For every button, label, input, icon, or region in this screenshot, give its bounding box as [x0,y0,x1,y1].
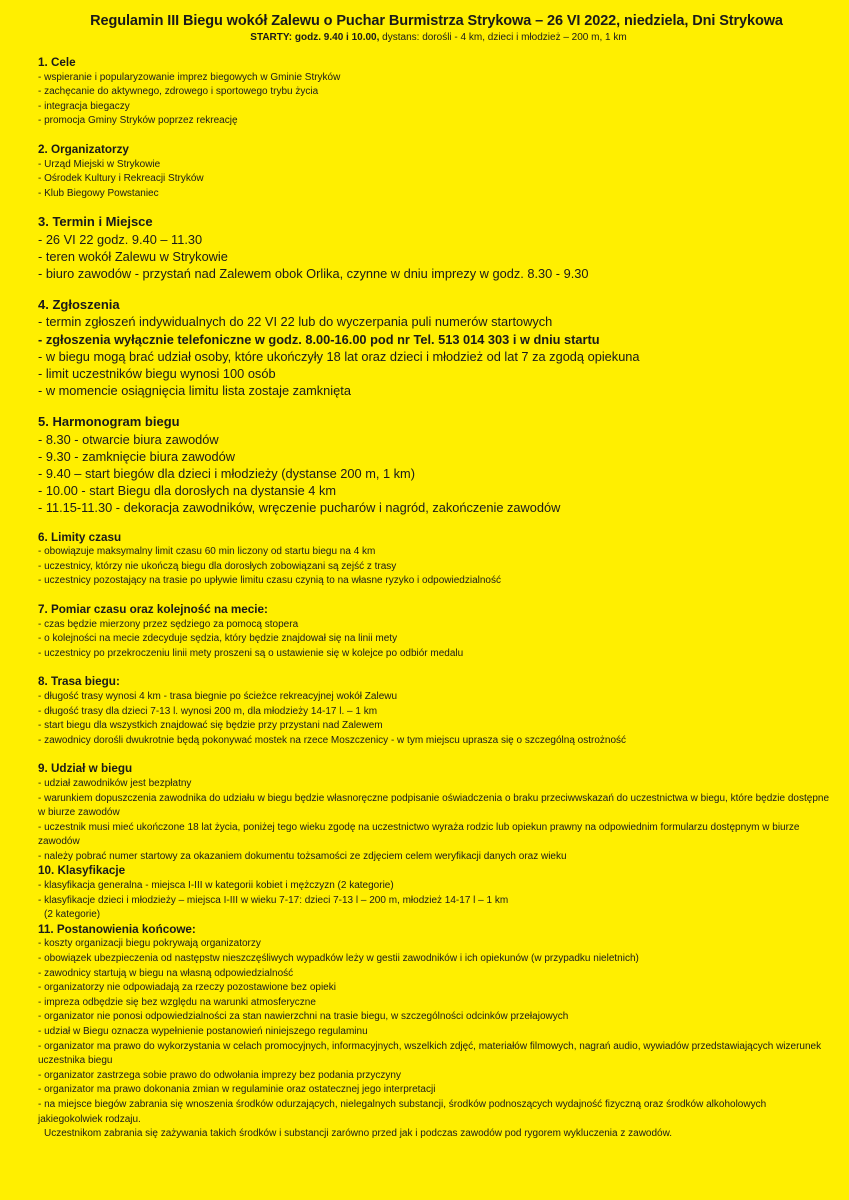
section-heading: 7. Pomiar czasu oraz kolejność na mecie: [38,602,268,616]
list-item: (2 kategorie) [44,909,101,921]
list-item: - organizator ma prawo dokonania zmian w regulaminie oraz ostatecznej jego interpretacji [38,1084,436,1096]
list-item: - uczestnicy pozostający na trasie po upływie limitu czasu czynią to na własne ryzyko i odpowiedzialność [38,575,501,587]
list-item: - uczestnik musi mieć ukończone 18 lat życia, poniżej tego wieku zgodę na uczestnictwo wyraża rodzic lub opiekun prawny na odpowiednim formularzu dostępnym w biurze zawodów [38,821,800,848]
section-heading: 6. Limity czasu [38,530,122,544]
section-organizers [38,143,829,201]
list-item: - Klub Biegowy Powstaniec [38,187,159,199]
list-item: - biuro zawodów - przystań nad Zalewem obok Orlika, czynne w dniu imprezy w godz. 8.30 - 9.30 [38,265,589,281]
section-heading: 2. Organizatorzy [38,142,129,156]
list-item: - warunkiem dopuszczenia zawodnika do udziału w biegu będzie własnoręczne podpisanie oświadczenia o braku przeciwwskazań do uczestnictwa w biegu, które będzie dostępne w biurze zawodów [38,792,830,819]
list-item: - start biegu dla wszystkich znajdować się będzie przy przystani nad Zalewem [38,720,383,732]
section-heading: 9. Udział w biegu [38,762,133,776]
list-item: - obowiązek ubezpieczenia od następstw nieszczęśliwych wypadków leży w gestii zawodników i ich opiekunów (w przypadku nieletnich) [38,953,639,965]
section-heading: 5. Harmonogram biegu [38,414,180,430]
list-item: - uczestnicy, którzy nie ukończą biegu dla dorosłych zobowiązani są zejść z trasy [38,560,397,572]
list-item: - termin zgłoszeń indywidualnych do 22 VI 22 lub do wyczerpania puli numerów startowych [38,314,553,330]
starts-label: STARTY: godz. 9.40 i 10.00, [250,32,380,43]
section-heading: 3. Termin i Miejsce [38,214,153,230]
list-item: - uczestnicy po przekroczeniu linii mety proszeni są o ustawienie się w kolejce po odbiór medalu [38,647,464,659]
list-item: - należy pobrać numer startowy za okazaniem dokumentu tożsamości ze zdjęciem celem weryfikacji danych oraz wieku [38,850,567,862]
list-item: - w biegu mogą brać udział osoby, które ukończyły 18 lat oraz dzieci i młodzież od lat 7 za zgodą opiekuna [38,348,640,364]
list-item: - 9.30 - zamknięcie biura zawodów [38,448,236,464]
section-heading: 11. Postanowienia końcowe: [38,922,196,936]
list-item: Uczestnikom zabrania się zażywania takich środków i substancji zarówno przed jak i podczas zawodów pod rygorem wykluczenia z zawodów. [44,1128,673,1140]
section-schedule [38,413,829,516]
section-heading: 10. Klasyfikacje [38,864,126,878]
list-item: - 11.15-11.30 - dekoracja zawodników, wręczenie pucharów i nagród, zakończenie zawodów [38,500,561,516]
list-item: - Urząd Miejski w Strykowie [38,158,161,170]
section-final-provisions [38,923,829,1142]
list-item: - w momencie osiągnięcia limitu lista zostaje zamknięta [38,383,351,399]
list-item: - o kolejności na mecie zdecyduje sędzia, który będzie znajdował się na linii mety [38,633,398,645]
section-goals [38,56,829,129]
distances-text: dystans: dorośli - 4 km, dzieci i młodzież – 200 m, 1 km [379,32,627,43]
section-time-limits [38,531,829,589]
list-item: - wspieranie i popularyzowanie imprez biegowych w Gminie Stryków [38,71,341,83]
list-item: - czas będzie mierzony przez sędziego za pomocą stopera [38,618,299,630]
list-item: - 8.30 - otwarcie biura zawodów [38,431,219,447]
list-item: - 26 VI 22 godz. 9.40 – 11.30 [38,231,203,247]
list-item: - teren wokół Zalewu w Strykowie [38,248,228,264]
list-item: - udział w Biegu oznacza wypełnienie postanowień niniejszego regulaminu [38,1026,368,1037]
list-item: - zachęcanie do aktywnego, zdrowego i sportowego trybu życia [38,86,319,98]
list-item: - zawodnicy dorośli dwukrotnie będą pokonywać mostek na rzece Moszczenicy - w tym miejscu uprasza się o szczególną ostrożność [38,734,627,746]
list-item: - organizatorzy nie odpowiadają za rzeczy pozostawione bez opieki [38,982,336,994]
page-title: Regulamin III Biegu wokół Zalewu o Puchar Burmistrza Strykowa – 26 VI 2022, niedziela, Dni Strykowa [90,13,783,29]
section-participation [38,762,829,864]
list-item: - zawodnicy startują w biegu na własną odpowiedzialność [38,967,294,979]
list-item: - organizator ma prawo do wykorzystania w celach promocyjnych, informacyjnych, wszelkich zdjęć, materiałów filmowych, nagrań audio, wywiadów przedstawiających wizerunek uczestnika biegu [38,1040,822,1067]
section-date-place [38,213,829,282]
list-item: - długość trasy dla dzieci 7-13 l. wynosi 200 m, dla młodzieży 14-17 l. – 1 km [38,705,378,717]
section-classification [38,864,829,922]
list-item: - limit uczestników biegu wynosi 100 osób [38,365,276,381]
list-item: - klasyfikacja generalna - miejsca I-III w kategorii kobiet i mężczyzn (2 kategorie) [38,880,394,892]
list-item: - organizator zastrzega sobie prawo do odwołania imprezy bez podania przyczyny [38,1069,401,1081]
starts-info [38,31,829,44]
list-item: - koszty organizacji biegu pokrywają organizatorzy [38,938,261,950]
list-item: - klasyfikacje dzieci i młodzieży – miejsca I-III w wieku 7-17: dzieci 7-13 l – 200 m, młodzież 14-17 l – 1 km [38,894,509,906]
list-item: - udział zawodników jest bezpłatny [38,777,192,789]
list-item: - zgłoszenia wyłącznie telefoniczne w godz. 8.00-16.00 pod nr Tel. 513 014 303 i w dniu startu [38,331,600,347]
section-heading: 1. Cele [38,56,76,69]
list-item: - 9.40 – start biegów dla dzieci i młodzieży (dystanse 200 m, 1 km) [38,465,415,481]
section-registration [38,296,829,399]
list-item: - promocja Gminy Stryków poprzez rekreację [38,115,238,127]
section-route [38,675,829,748]
list-item: - impreza odbędzie się bez względu na warunki atmosferyczne [38,996,316,1008]
section-heading: 4. Zgłoszenia [38,297,120,313]
list-item: - Ośrodek Kultury i Rekreacji Stryków [38,173,204,185]
list-item: - na miejsce biegów zabrania się wnoszenia środków odurzających, nielegalnych substancji, środków podnoszących wydajność fizyczną oraz środków alkoholowych jakiegokolwiek rodzaju. [38,1098,767,1125]
section-timing [38,603,829,661]
section-heading: 8. Trasa biegu: [38,675,120,689]
list-item: - 10.00 - start Biegu dla dorosłych na dystansie 4 km [38,483,337,499]
list-item: - obowiązuje maksymalny limit czasu 60 min liczony od startu biegu na 4 km [38,546,376,558]
list-item: - integracja biegaczy [38,100,130,112]
list-item: - długość trasy wynosi 4 km - trasa biegnie po ścieżce rekreacyjnej wokół Zalewu [38,690,398,702]
list-item: - organizator nie ponosi odpowiedzialności za stan nawierzchni na trasie biegu, w szczególności odcinków przełajowych [38,1011,569,1023]
